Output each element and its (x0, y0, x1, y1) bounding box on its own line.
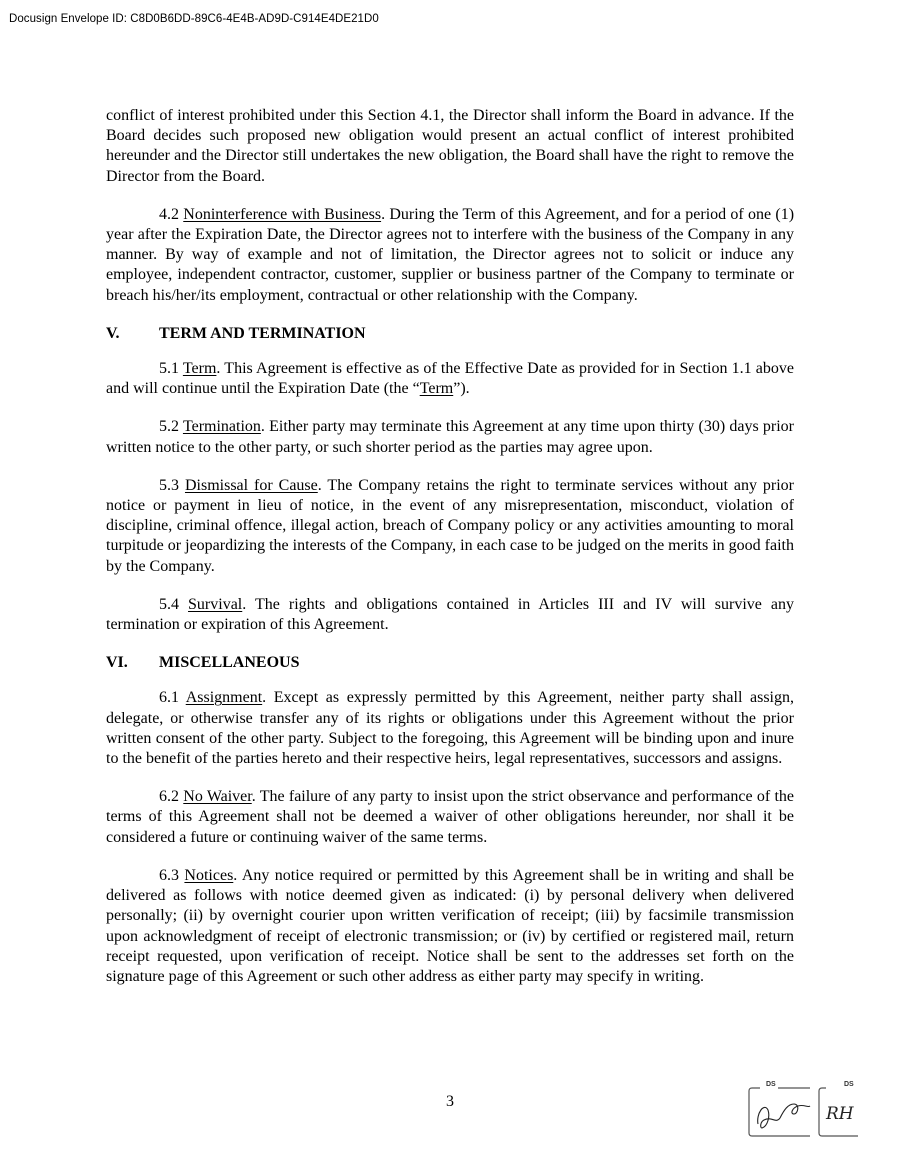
ds-label-2: DS (844, 1081, 854, 1088)
section-5-4 (106, 595, 794, 635)
document-body (106, 106, 794, 1005)
section-title: Term (182, 360, 217, 378)
section-5-3 (106, 476, 794, 577)
section-body: . The failure of any party to insist upon the strict observance and performance of the terms of this Agreement shall not be deemed a waiver of other obligations hereunder, nor shall it be considered a future or continuing waiver of the same terms. (106, 788, 795, 846)
heading-title: MISCELLANEOUS (159, 654, 300, 672)
section-number: 5.4 (159, 595, 189, 613)
ds-label-1: DS (766, 1081, 776, 1088)
section-title: Assignment (185, 689, 263, 707)
section-title: Noninterference with Business (183, 205, 382, 223)
section-body: . During the Term of this Agreement, and for a period of one (1) year after the Expiration Date, the Director agrees not to interfere with the business of the Company in any manner. By way of example and not of limitation, the Director agrees not to solicit or induce any employee, independent contractor, customer, supplier or business partner of the Company to terminate or breach his/her/its employment, contractual or other relationship with the Company. (106, 205, 795, 304)
section-number: 5.1 (159, 360, 183, 378)
section-body: . The Company retains the right to terminate services without any prior notice or payment in lieu of notice, in the event of any misrepresentation, misconduct, violation of discipline, criminal offence, illegal action, breach of Company policy or any activities amounting to moral turpitude or jeopardizing the interests of the Company, in each case to be judged on the merits in good faith by the Company. (106, 476, 795, 575)
section-title: Survival (188, 595, 243, 613)
section-6-1 (106, 688, 794, 769)
section-body: . The rights and obligations contained in Articles III and IV will survive any termination or expiration of this Agreement. (106, 595, 795, 634)
intro-paragraph: conflict of interest prohibited under this Section 4.1, the Director shall inform the Board in advance. If the Board decides such proposed new obligation would present an actual conflict of interest prohibited hereunder and the Director still undertakes the new obligation, the Board shall have the right to remove the Director from the Board. (106, 107, 794, 185)
heading-number: VI. (106, 654, 128, 672)
heading-title: TERM AND TERMINATION (159, 324, 366, 342)
section-number: 5.2 (159, 418, 183, 436)
initials-box-2 (812, 1081, 862, 1140)
section-number: 6.2 (159, 788, 184, 806)
initials-frame-1 (748, 1084, 814, 1140)
section-number: 6.1 (159, 689, 186, 707)
initials-signature-2: RH (826, 1104, 854, 1124)
section-number: 6.3 (159, 866, 185, 884)
defined-term: Term (419, 380, 454, 398)
section-number: 5.3 (159, 476, 185, 494)
section-6-3 (106, 866, 794, 987)
section-title: Dismissal for Cause (184, 476, 318, 494)
initials-box-1 (748, 1081, 814, 1140)
section-5-2 (106, 417, 794, 457)
section-body: . Except as expressly permitted by this Agreement, neither party shall assign, delegate, or otherwise transfer any of its rights or obligations under this Agreement without the prior written consent of the other party. Subject to the foregoing, this Agreement will be binding upon and inure to the benefit of the parties hereto and their respective heirs, legal representatives, successors and assigns. (106, 689, 794, 768)
section-body: . This Agreement is effective as of the Effective Date as provided for in Section 1.1 above and will continue until the Expiration Date (the “ (106, 360, 794, 398)
heading-number: V. (106, 324, 120, 342)
heading-vi (106, 653, 794, 673)
initials-signature-1 (758, 1104, 810, 1128)
section-body: . Either party may terminate this Agreement at any time upon thirty (30) days prior written notice to the other party, or such shorter period as the parties may agree upon. (106, 418, 795, 456)
page-number: 3 (446, 1093, 454, 1110)
section-title: No Waiver (183, 788, 252, 806)
section-5-1 (106, 359, 794, 399)
section-body-end: ”). (453, 380, 470, 398)
section-6-2 (106, 787, 794, 848)
section-4-2 (106, 205, 794, 306)
section-title: Termination (182, 418, 261, 436)
envelope-id: Docusign Envelope ID: C8D0B6DD-89C6-4E4B-AD9D-C914E4DE21D0 (9, 13, 379, 25)
section-title: Notices (184, 866, 234, 884)
heading-v (106, 324, 794, 344)
section-body: . Any notice required or permitted by this Agreement shall be in writing and shall be delivered as follows with notice deemed given as indicated: (i) by personal delivery when delivered personally; (ii) by overnight courier upon written verification of receipt; (iii) by facsimile transmission upon acknowledgment of receipt of electronic transmission; or (iv) by certified or registered mail, return receipt requested, upon verification of receipt. Notice shall be sent to the addresses set forth on the signature page of this Agreement or such other address as either party may specify in writing. (106, 866, 794, 985)
section-number: 4.2 (159, 205, 184, 223)
